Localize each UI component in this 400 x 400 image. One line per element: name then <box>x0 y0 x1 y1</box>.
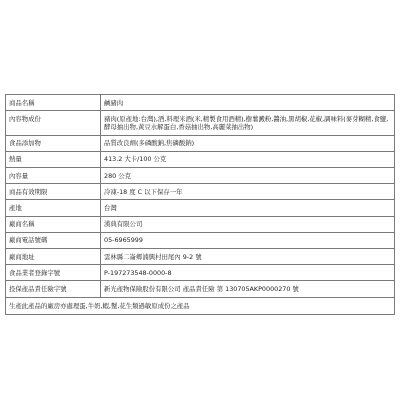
info-row <box>6 200 395 216</box>
info-row <box>6 135 395 151</box>
info-label: 食品業者登錄字號 <box>6 265 101 281</box>
allergen-row <box>6 297 395 314</box>
info-label: 商品名稱 <box>6 95 101 111</box>
info-value: 豬肉(原產地:台灣),酒,料理米酒(米,精製食用酒精),樹薯澱粉,醬油,黑胡椒,花椒,調味料(麥芽糊精,食鹽,酵母抽出物,黃豆水解蛋白,香菇抽出物,高麗菜抽出物) <box>101 111 395 135</box>
info-value: P-197273548-0000-8 <box>101 265 395 281</box>
info-value: 台灣 <box>101 200 395 216</box>
info-label: 商品有效期限 <box>6 184 101 200</box>
info-value: 冷凍-18 度 C 以下保存一年 <box>101 184 395 200</box>
info-value: 413.2 大卡/100 公克 <box>101 151 395 167</box>
info-row <box>6 184 395 200</box>
info-row <box>6 111 395 135</box>
info-row <box>6 232 395 248</box>
info-label: 食品添加物 <box>6 135 101 151</box>
info-row <box>6 216 395 232</box>
info-row <box>6 265 395 281</box>
info-label: 產地 <box>6 200 101 216</box>
allergen-note: 生產此產品的廠房亦處理蛋,牛奶,蝦,蟹,花生類過敏原成份之產品 <box>6 297 395 314</box>
product-info-rows <box>6 95 395 298</box>
info-label: 內容量 <box>6 168 101 184</box>
info-value: 雲林縣二崙鄉湳興村田尾內 9-2 號 <box>101 249 395 265</box>
info-value: 品質改良劑(多磷酸鈉,焦磷酸鈉) <box>101 135 395 151</box>
info-value: 漢典有限公司 <box>101 216 395 232</box>
info-row <box>6 151 395 167</box>
info-row <box>6 95 395 111</box>
info-label: 內容物成份 <box>6 111 101 135</box>
info-label: 廠商電話號碼 <box>6 232 101 248</box>
info-label: 廠商地址 <box>6 249 101 265</box>
info-value: 新光產物保險股份有限公司 產品責任險 第 130705AKP0000270 號 <box>101 281 395 297</box>
info-value: 鹹豬肉 <box>101 95 395 111</box>
info-row <box>6 249 395 265</box>
info-value: 280 公克 <box>101 168 395 184</box>
info-label: 熱量 <box>6 151 101 167</box>
info-row <box>6 168 395 184</box>
info-label: 廠商名稱 <box>6 216 101 232</box>
product-info-table <box>5 94 395 315</box>
info-value: 05-6965999 <box>101 232 395 248</box>
info-row <box>6 281 395 297</box>
info-label: 投保產品責任險字號 <box>6 281 101 297</box>
